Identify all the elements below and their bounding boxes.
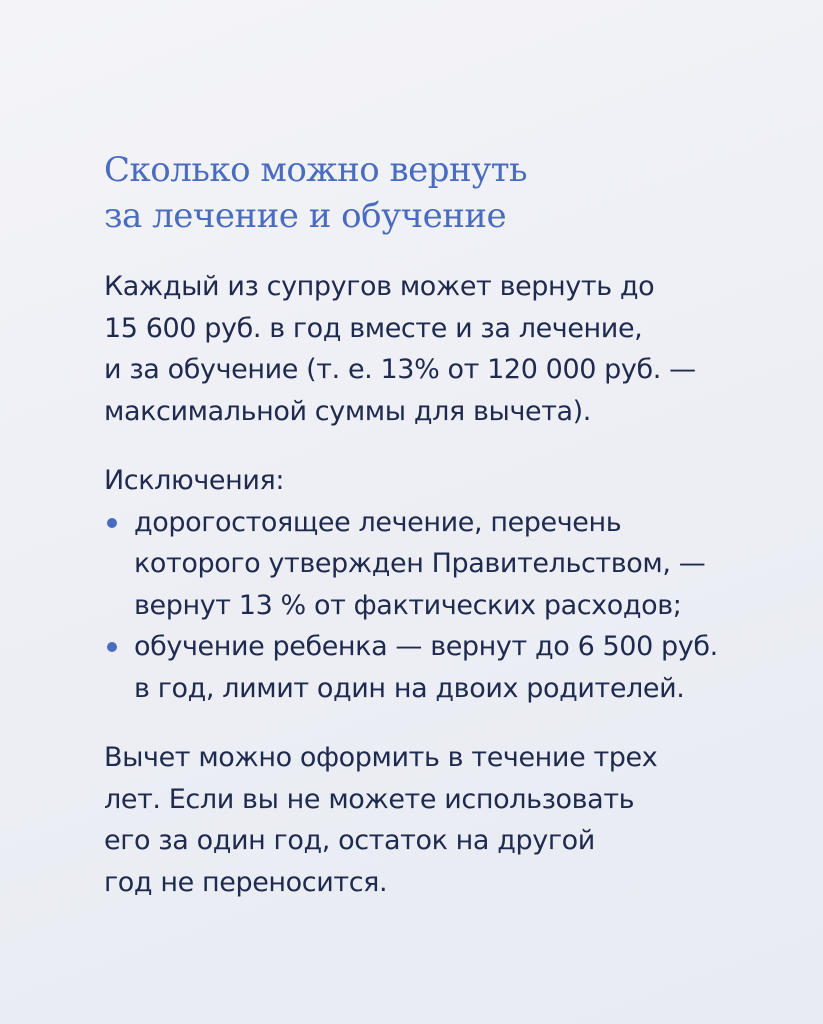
text-line: лет. Если вы не можете использовать <box>104 783 635 815</box>
text-line: дорогостоящее лечение, перечень <box>134 506 622 538</box>
text-line: максимальной суммы для вычета). <box>104 395 591 427</box>
closing-paragraph <box>104 737 794 903</box>
list-item <box>104 626 794 709</box>
content-card <box>104 147 794 903</box>
text-line: Вычет можно оформить в течение трех <box>104 742 658 773</box>
intro-paragraph <box>104 266 794 432</box>
text-line: обучение ребенка — вернут до 6 500 руб. <box>134 631 718 662</box>
exceptions-heading <box>104 460 794 502</box>
text-line: Каждый из супругов может вернуть до <box>104 271 655 302</box>
text-line: в год, лимит один на двоих родителей. <box>134 672 685 704</box>
page-title <box>104 147 794 239</box>
title-line: за лечение и обучение <box>104 196 507 236</box>
text-line: 15 600 руб. в год вместе и за лечение, <box>104 312 643 344</box>
text-line: Исключения: <box>104 465 285 496</box>
text-line: вернут 13 % от фактических расходов; <box>134 589 682 621</box>
exceptions-list <box>104 502 794 710</box>
bullet-dot-icon <box>107 642 117 652</box>
text-line: которого утвержден Правительством, — <box>134 548 706 579</box>
text-line: год не переносится. <box>104 866 388 898</box>
text-line: его за один год, остаток на другой <box>104 825 595 856</box>
title-line: Сколько можно вернуть <box>104 150 528 190</box>
text-line: и за обучение (т. е. 13% от 120 000 руб. — <box>104 354 696 385</box>
list-item <box>104 502 794 627</box>
bullet-dot-icon <box>107 518 117 528</box>
